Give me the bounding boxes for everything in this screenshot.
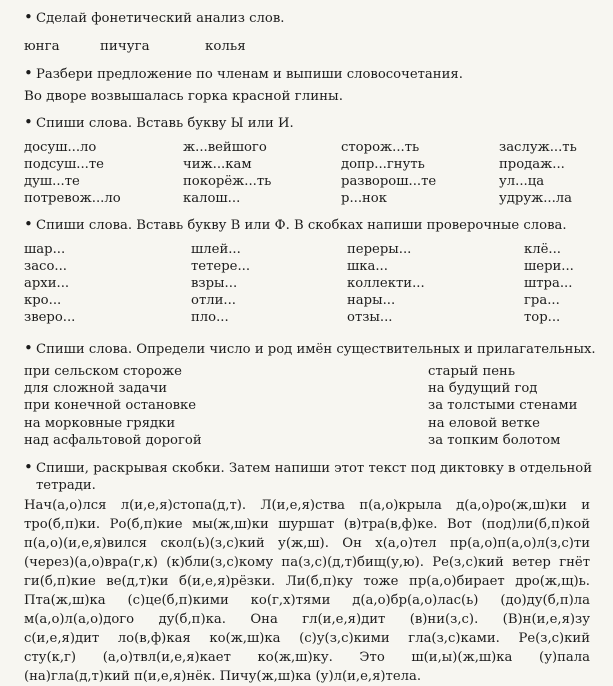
word: гра... bbox=[524, 293, 560, 308]
task3-instruction: Спиши слова. Вставь букву Ы или И. bbox=[36, 116, 294, 131]
task6-instruction-line1: Спиши, раскрывая скобки. Затем напиши этот текст под диктовку в отдельной bbox=[36, 461, 592, 476]
word: калош... bbox=[183, 191, 241, 206]
word: шери... bbox=[524, 259, 574, 274]
word: допр...гнуть bbox=[341, 157, 425, 172]
phrase: за толстыми стенами bbox=[428, 398, 578, 414]
task5-left-column bbox=[24, 363, 202, 449]
word: шар... bbox=[24, 242, 66, 257]
task1-heading bbox=[24, 9, 284, 27]
bullet-icon: • bbox=[24, 458, 33, 476]
word: коллекти... bbox=[347, 276, 425, 291]
word: чиж...кам bbox=[183, 157, 252, 172]
word: разворош...те bbox=[341, 174, 437, 189]
phrase: для сложной задачи bbox=[24, 381, 168, 397]
word: тетере... bbox=[191, 259, 251, 274]
word: архи... bbox=[24, 276, 70, 291]
word: заслуж...ть bbox=[499, 140, 577, 155]
task4-word-grid bbox=[24, 241, 590, 329]
task5-heading bbox=[24, 340, 596, 358]
word: юнга bbox=[24, 39, 60, 54]
task4-instruction: Спиши слова. Вставь букву В или Ф. В скобках напиши проверочные слова. bbox=[36, 218, 567, 233]
word: пичуга bbox=[100, 39, 150, 54]
word: покорёж...ть bbox=[183, 174, 272, 189]
text-line: Пта(ж,ш)ка (с)це(б,п)кими ко(г,х)тями д(а,о)бр(а,о)лас(ь) (до)ду(б,п)ла bbox=[24, 593, 590, 608]
word: ж...вейшого bbox=[183, 140, 267, 155]
task3-heading bbox=[24, 114, 294, 132]
task5-instruction: Спиши слова. Определи число и род имён существительных и прилагательных. bbox=[36, 342, 596, 357]
task1-instruction: Сделай фонетический анализ слов. bbox=[36, 11, 285, 26]
word: отли... bbox=[191, 293, 236, 308]
phrase: при сельском стороже bbox=[24, 364, 182, 379]
text-line: тро(б,п)ки. Ро(б,п)кие мы(ж,ш)ки шуршат (в)тра(в,ф)ке. Вот (под)ли(б,п)кой bbox=[24, 517, 590, 532]
text-line: ги(б,п)кие ве(д,т)ки б(и,е,я)рёзки. Ли(б,п)ку тоже пр(а,о)бирает дро(ж,щ)ь. bbox=[24, 574, 590, 589]
word: подсуш...те bbox=[24, 157, 104, 172]
word: удруж...ла bbox=[499, 191, 573, 206]
word: взры... bbox=[191, 276, 238, 291]
bullet-icon: • bbox=[24, 113, 33, 131]
task5-right-column bbox=[428, 363, 577, 449]
word: ул...ца bbox=[499, 174, 545, 189]
phrase: при конечной остановке bbox=[24, 398, 197, 414]
word: засо... bbox=[24, 259, 67, 274]
word: шлей... bbox=[191, 242, 241, 257]
word: переры... bbox=[347, 242, 412, 257]
task6-heading bbox=[24, 459, 592, 494]
phrase: на морковные грядки bbox=[24, 415, 176, 431]
word: зверо... bbox=[24, 310, 76, 325]
phrase: за топким болотом bbox=[428, 432, 561, 448]
word: нары... bbox=[347, 293, 396, 308]
word: отзы... bbox=[347, 310, 393, 325]
task2-sentence: Во дворе возвышалась горка красной глины. bbox=[24, 89, 343, 104]
word: пло... bbox=[191, 310, 229, 325]
bullet-icon: • bbox=[24, 215, 33, 233]
word: колья bbox=[205, 39, 246, 54]
phrase: на будущий год bbox=[428, 381, 538, 397]
word: тор... bbox=[524, 310, 561, 325]
phrase: над асфальтовой дорогой bbox=[24, 432, 202, 448]
word: душ...те bbox=[24, 174, 80, 189]
phrase: старый пень bbox=[428, 364, 516, 379]
word: сторож...ть bbox=[341, 140, 420, 155]
word: шка... bbox=[347, 259, 388, 274]
word: продаж... bbox=[499, 157, 565, 172]
task6-instruction-line2: тетради. bbox=[36, 478, 96, 493]
text-line: Нач(а,о)лся л(и,е,я)стопа(д,т). Л(и,е,я)ства п(а,о)крыла д(а,о)ро(ж,ш)ки и bbox=[24, 498, 590, 513]
bullet-icon: • bbox=[24, 64, 33, 82]
task2-instruction: Разбери предложение по членам и выпиши словосочетания. bbox=[36, 67, 463, 82]
text-line: (на)гла(д,т)кий п(и,е,я)нёк. Пичу(ж,ш)ка (у)л(и,е,я)тела. bbox=[24, 669, 422, 684]
text-line: (через)(а,о)вра(г,к) (к)бли(з,с)кому па(з,с)(д,т)бищ(у,ю). Ре(з,с)кий ветер гнёт bbox=[24, 555, 590, 570]
text-line: с(и,е,я)дит ло(в,ф)кая ко(ж,ш)ка (с)у(з,с)кими гла(з,с)ками. Ре(з,с)кий bbox=[24, 631, 590, 646]
text-line: п(а,о)(и,е,я)вился скол(ь)(з,с)кий у(ж,ш). Он х(а,о)тел пр(а,о)п(а,о)л(з,с)ти bbox=[24, 536, 590, 551]
word: кро... bbox=[24, 293, 62, 308]
word: р...нок bbox=[341, 191, 387, 206]
task4-heading bbox=[24, 216, 567, 234]
bullet-icon: • bbox=[24, 8, 33, 26]
word: потревож...ло bbox=[24, 191, 121, 206]
word: клё... bbox=[524, 242, 561, 257]
text-line: м(а,о)л(а,о)дого ду(б,п)ка. Она гл(и,е,я)дит (в)ни(з,с). (В)н(и,е,я)зу bbox=[24, 612, 590, 627]
word: штра... bbox=[524, 276, 573, 291]
task3-word-grid bbox=[24, 139, 590, 209]
bullet-icon: • bbox=[24, 339, 33, 357]
word: досуш...ло bbox=[24, 140, 97, 155]
text-line: сту(к,г) (а,о)твл(и,е,я)кает ко(ж,ш)ку. Это ш(и,ы)(ж,ш)ка (у)пала bbox=[24, 650, 590, 665]
phrase: на еловой ветке bbox=[428, 415, 540, 431]
task2-heading bbox=[24, 65, 463, 83]
